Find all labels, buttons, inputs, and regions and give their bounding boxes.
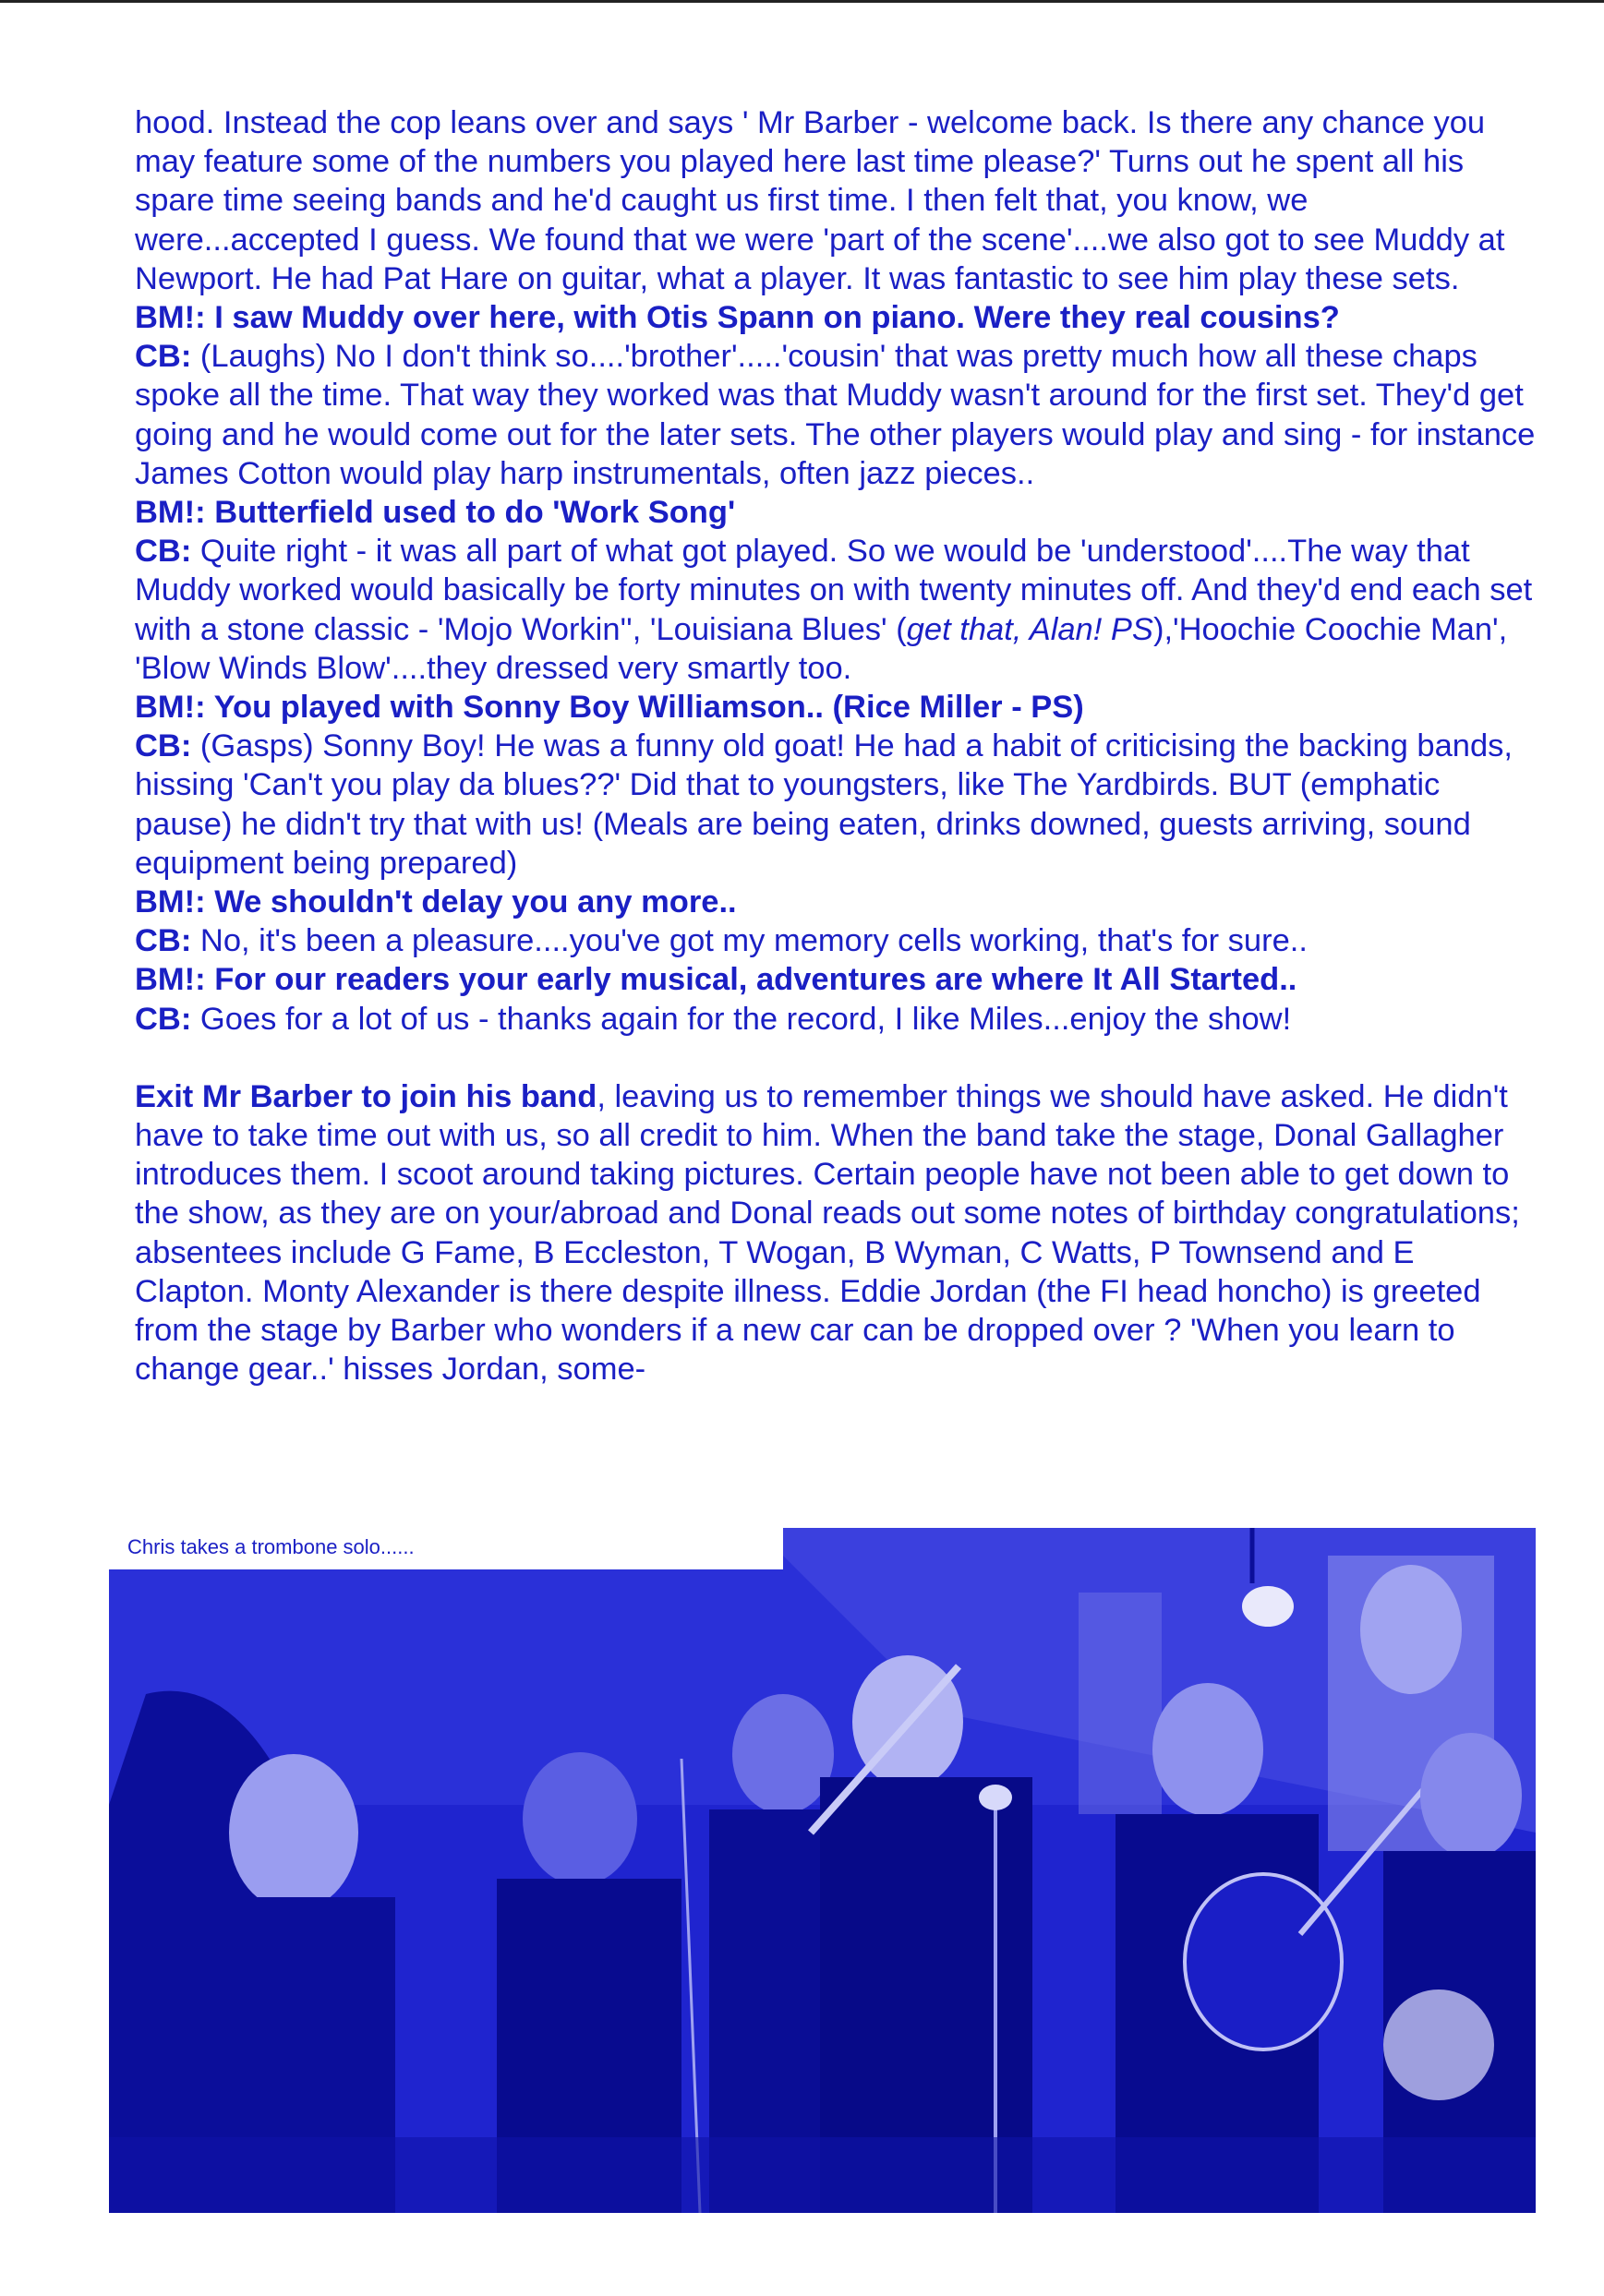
answer-3-text: (Gasps) Sonny Boy! He was a funny old goat! He had a habit of criticising the backing bands, hissing 'Can't you play da blues??' Did that to youngsters, like The Yardbirds. BUT (emphatic pause) he didn't try that with us! (Meals are being eaten, drinks downed, guests arriving, sound equipment being prepared) bbox=[135, 728, 1513, 881]
editor-aside: get that, Alan! PS bbox=[906, 611, 1153, 647]
question-3: BM!: You played with Sonny Boy Williamson.. (Rice Miller - PS) bbox=[135, 690, 1084, 726]
question-2: BM!: Butterfield used to do 'Work Song' bbox=[135, 495, 736, 531]
paragraph-gap bbox=[135, 1039, 1538, 1077]
answer-5 bbox=[135, 1000, 1538, 1039]
question-5: BM!: For our readers your early musical, adventures are where It All Started.. bbox=[135, 962, 1297, 998]
answer-3 bbox=[135, 727, 1538, 883]
band-photo bbox=[109, 1528, 1536, 2213]
speaker-cb: CB: bbox=[135, 339, 192, 375]
answer-2-text-a: Quite right - it was all part of what got played. So we would be 'understood'....The way that Muddy worked would basically be forty minutes on with twenty minutes off. And they'd end each set with a stone classic - 'Mojo Workin'', 'Louisiana Blues' ( bbox=[135, 534, 1533, 647]
answer-2-text-b: ),'Hoochie Coochie Man', 'Blow Winds Blow'....they dressed very smartly too. bbox=[135, 611, 1508, 686]
speaker-cb: CB: bbox=[135, 728, 192, 764]
question-4: BM!: We shouldn't delay you any more.. bbox=[135, 884, 737, 920]
answer-4-text: No, it's been a pleasure....you've got my memory cells working, that's for sure.. bbox=[191, 923, 1308, 959]
speaker-cb: CB: bbox=[135, 1001, 192, 1037]
question-1: BM!: I saw Muddy over here, with Otis Spann on piano. Were they real cousins? bbox=[135, 300, 1340, 336]
interview-text bbox=[135, 103, 1538, 1389]
answer-4 bbox=[135, 921, 1538, 960]
paragraph-exit-text: , leaving us to remember things we should have asked. He didn't have to take time out with us, so all credit to him. When the band take the stage, Donal Gallagher introduces them. I scoot around taking pictures. Certain people have not been able to get down to the show, as they are on your/abroad and Donal reads out some notes of birthday congratulations; absentees include G Fame, B Eccleston, T Wogan, B Wyman, C Watts, P Townsend and E Clapton. Monty Alexander is there despite illness. Eddie Jordan (the FI head honcho) is greeted from the stage by Barber who wonders if a new car can be dropped over ? 'When you learn to change gear..' hisses Jordan, some- bbox=[135, 1078, 1520, 1388]
photo-caption: Chris takes a trombone solo...... bbox=[109, 1523, 783, 1569]
answer-5-text: Goes for a lot of us - thanks again for the record, I like Miles...enjoy the show! bbox=[191, 1001, 1292, 1037]
scan-edge-line bbox=[0, 0, 1604, 3]
answer-2 bbox=[135, 532, 1538, 688]
answer-1 bbox=[135, 337, 1538, 493]
answer-1-text: (Laughs) No I don't think so....'brother'.....'cousin' that was pretty much how all these chaps spoke all the time. That way they worked was that Muddy wasn't around for the first set. They'd get going and he would come out for the later sets. The other players would play and sing - for instance James Cotton would play harp instrumentals, often jazz pieces.. bbox=[135, 339, 1536, 491]
speaker-cb: CB: bbox=[135, 534, 192, 570]
paragraph-intro: hood. Instead the cop leans over and says ' Mr Barber - welcome back. Is there any chance you may feature some of the numbers you played here last time please?' Turns out he spent all his spare time seeing bands and he'd caught us first time. I then felt that, you know, we were...accepted I guess. We found that we were 'part of the scene'....we also got to see Muddy at Newport. He had Pat Hare on guitar, what a player. It was fantastic to see him play these sets. bbox=[135, 105, 1505, 296]
paragraph-exit-lead: Exit Mr Barber to join his band bbox=[135, 1078, 597, 1114]
paragraph-exit bbox=[135, 1077, 1538, 1389]
band-photo-illustration bbox=[109, 1528, 1536, 2213]
speaker-cb: CB: bbox=[135, 923, 192, 959]
